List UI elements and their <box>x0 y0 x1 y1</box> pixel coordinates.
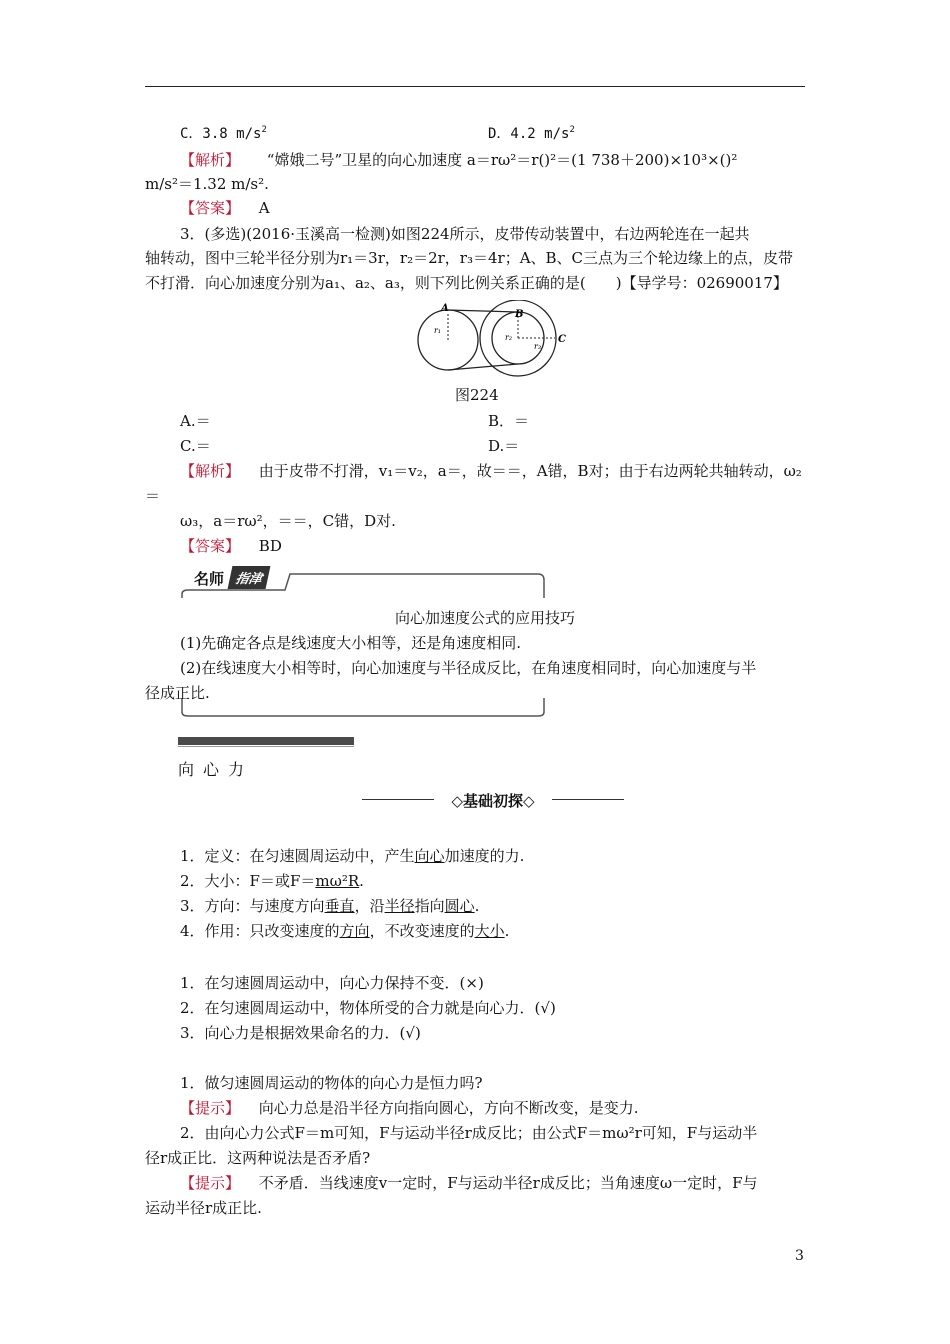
section-bar-rule <box>178 746 354 747</box>
q3-option-d: D.＝ <box>488 437 520 455</box>
option-d: D．4.2 $m/s^2$ <box>488 125 575 142</box>
think-q2: 2．由向心力公式F＝m可知，F与运动半径r成反比；由公式F＝mω²r可知，F与运动半 <box>180 1124 758 1142</box>
svg-text:r₃: r₃ <box>534 342 542 351</box>
basic-magnitude: 2．大小：F＝或F＝mω²R. <box>180 872 364 890</box>
q3-answer: 【答案】 BD <box>180 537 282 555</box>
q3-stem-2: 轴转动，图中三轮半径分别为r₁＝3r，r₂＝2r，r₃＝4r；A、B、C三点为三个轮边缘上的点，皮带 <box>145 249 794 267</box>
judge-item: 2．在匀速圆周运动中，物体所受的合力就是向心力．(√) <box>180 999 556 1017</box>
think-q1: 1．做匀速圆周运动的物体的向心力是恒力吗? <box>180 1074 483 1092</box>
q2-analysis-line-2: m/s²＝1.32 m/s². <box>145 175 269 193</box>
basic-effect: 4．作用：只改变速度的方向，不改变速度的大小. <box>180 922 510 940</box>
analysis-tag: 【解析】 <box>180 151 241 169</box>
header-rule <box>145 86 805 87</box>
q3-option-c: C.＝ <box>180 437 211 455</box>
section-bar <box>178 737 354 745</box>
basic-definition: 1．定义：在匀速圆周运动中，产生向心加速度的力. <box>180 847 525 865</box>
svg-text:r₂: r₂ <box>505 333 513 342</box>
figure-caption: 图224 <box>455 386 499 404</box>
q3-stem-1: 3．(多选)(2016·玉溪高一检测)如图224所示，皮带传动装置中，右边两轮连在一起共 <box>180 225 750 243</box>
tip-p1: (1)先确定各点是线速度大小相等，还是角速度相同. <box>180 634 522 652</box>
basics-heading: ◇基础初探◇ <box>362 790 624 810</box>
option-c: C．3.8 $m/s^2$ <box>180 125 267 142</box>
judge-item: 3．向心力是根据效果命名的力．(√) <box>180 1024 421 1042</box>
q3-analysis-line-3: ω₃，a＝rω²，＝＝，C错，D对. <box>180 512 396 530</box>
svg-text:B: B <box>515 309 524 320</box>
svg-text:C: C <box>558 334 566 345</box>
svg-text:A: A <box>441 303 449 314</box>
tip-p2: (2)在线速度大小相等时，向心加速度与半径成反比，在角速度相同时，向心加速度与半 <box>180 659 757 677</box>
svg-text:r₁: r₁ <box>434 326 442 335</box>
belt-pulley-figure <box>410 300 580 380</box>
think-a2-cont: 运动半径r成正比. <box>145 1199 262 1217</box>
q3-option-a: A.＝ <box>180 412 211 430</box>
basic-direction: 3．方向：与速度方向垂直，沿半径指向圆心. <box>180 897 480 915</box>
tip-p2-cont: 径成正比. <box>145 684 210 702</box>
think-a1: 【提示】 向心力总是沿半径方向指向圆心，方向不断改变，是变力. <box>180 1099 639 1117</box>
page-number: 3 <box>795 1248 804 1264</box>
q3-stem-3: 不打滑．向心加速度分别为a₁、a₂、a₃，则下列比例关系正确的是( )【导学号：02690017】 <box>145 274 788 292</box>
think-q2-cont: 径r成正比．这两种说法是否矛盾? <box>145 1149 371 1167</box>
section-title: 向心力 <box>178 760 254 779</box>
q2-analysis-line: 【解析】 “嫦娥二号”卫星的向心加速度 a＝rω²＝r()²＝(1 738＋200)×10³×()² <box>180 151 738 169</box>
q3-option-b: B．＝ <box>488 412 530 430</box>
think-a2: 【提示】 不矛盾．当线速度v一定时，F与运动半径r成反比；当角速度ω一定时，F与 <box>180 1174 758 1192</box>
q3-analysis-line-1: 【解析】 由于皮带不打滑，v₁＝v₂，a＝，故＝＝，A错，B对；由于右边两轮共轴转动，ω₂ <box>180 462 802 480</box>
tip-title: 向心加速度公式的应用技巧 <box>395 609 576 627</box>
q3-analysis-line-2: ＝ <box>145 487 161 505</box>
tip-banner: 名师 指津 <box>192 566 280 588</box>
judge-item: 1．在匀速圆周运动中，向心力保持不变．(×) <box>180 974 484 992</box>
q2-answer: 【答案】 A <box>180 199 270 217</box>
